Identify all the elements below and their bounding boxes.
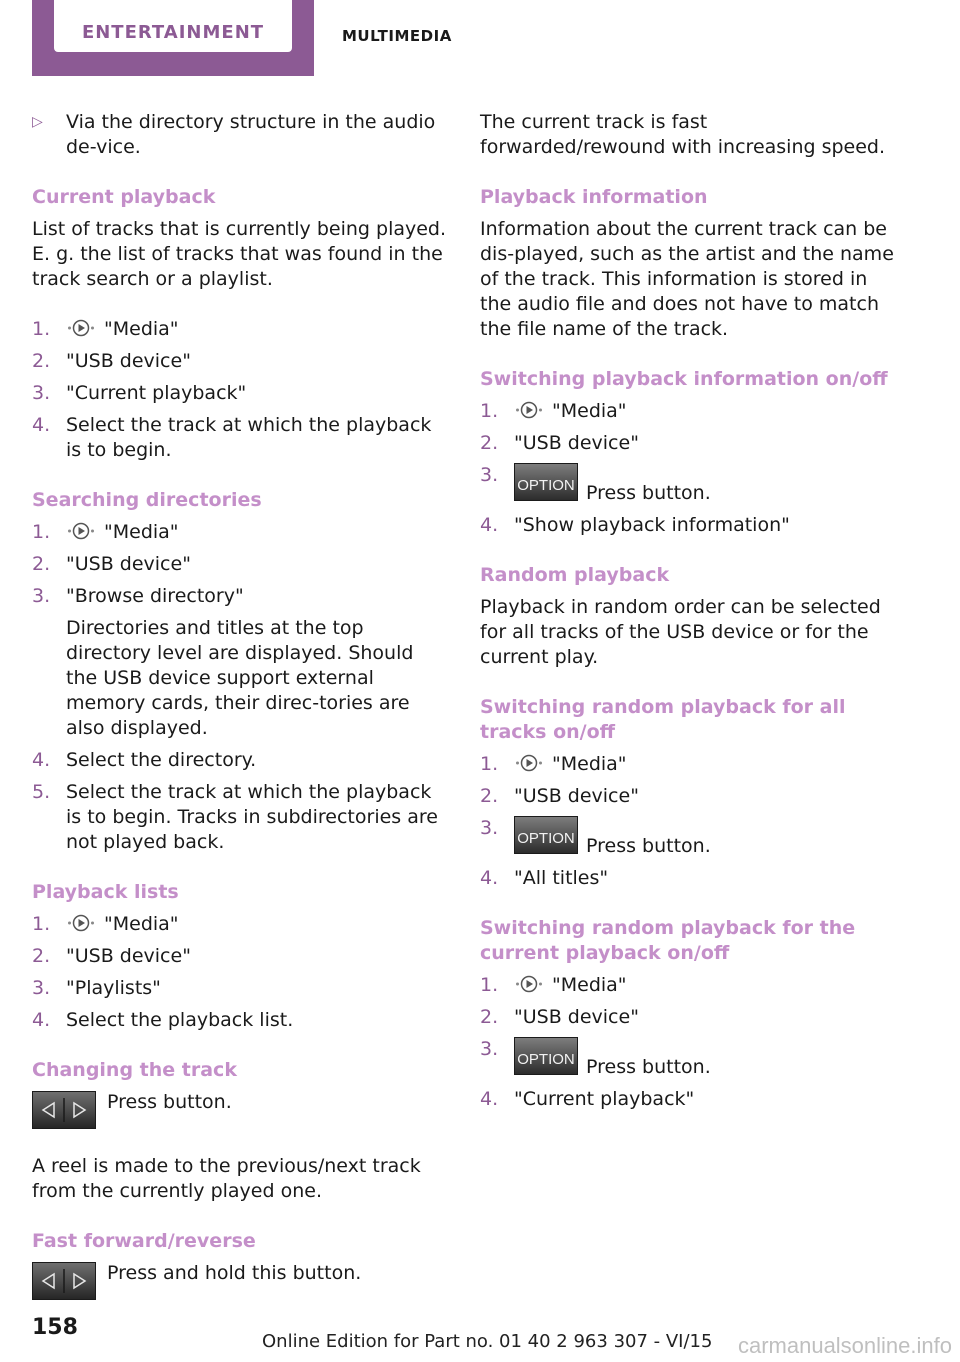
media-icon bbox=[66, 318, 96, 338]
paragraph: The current track is fast forwarded/rewound with increasing speed. bbox=[480, 111, 886, 158]
paragraph: List of tracks that is currently being played. E. g. the list of tracks that was found in the track search or a playlist. bbox=[32, 218, 447, 290]
media-icon bbox=[66, 913, 96, 933]
list-item: 2. "USB device" bbox=[480, 1006, 639, 1028]
steps-switching-playback-info bbox=[480, 399, 898, 538]
list-item: 3. "Current playback" bbox=[32, 382, 247, 404]
list-item: 4. "Current playback" bbox=[480, 1088, 695, 1110]
steps-random-current bbox=[480, 973, 898, 1112]
subsection-title: MULTIMEDIA bbox=[342, 27, 452, 45]
list-item: 3. OPTION Press button. bbox=[480, 817, 711, 857]
heading-switching-playback-info: Switching playback information on/off bbox=[480, 368, 888, 390]
right-column bbox=[480, 110, 898, 1137]
heading-changing-track: Changing the track bbox=[32, 1059, 237, 1081]
list-item: 3. OPTION Press button. bbox=[480, 1038, 711, 1078]
list-item: 2. "USB device" bbox=[32, 350, 191, 372]
list-item: 1. "Media" bbox=[480, 753, 627, 775]
paragraph: Playback in random order can be selected for all tracks of the USB device or for the current play. bbox=[480, 596, 881, 668]
bullet-item: ▷ Via the directory structure in the audio de‐vice. bbox=[32, 111, 436, 158]
heading-fast-forward: Fast forward/reverse bbox=[32, 1230, 256, 1252]
list-item: 4. "All titles" bbox=[480, 867, 609, 889]
heading-playback-lists: Playback lists bbox=[32, 881, 179, 903]
edition-footer: Online Edition for Part no. 01 40 2 963 307 - VI/15 bbox=[262, 1331, 713, 1352]
list-item: 1. "Media" bbox=[480, 400, 627, 422]
page-number: 158 bbox=[32, 1315, 78, 1340]
list-item: 4. "Show playback information" bbox=[480, 514, 790, 536]
list-item: 1. "Media" bbox=[32, 521, 179, 543]
section-title: ENTERTAINMENT bbox=[81, 22, 265, 43]
list-item: 2. "USB device" bbox=[480, 785, 639, 807]
steps-current-playback bbox=[32, 317, 450, 463]
list-item: 1. "Media" bbox=[480, 974, 627, 996]
steps-searching-directories bbox=[32, 520, 450, 855]
list-item: 3. "Playlists" bbox=[32, 977, 161, 999]
option-button-icon: OPTION bbox=[514, 816, 578, 854]
list-item: 2. "USB device" bbox=[32, 553, 191, 575]
heading-random-playback: Random playback bbox=[480, 564, 670, 586]
media-icon bbox=[514, 753, 544, 773]
heading-current-playback: Current playback bbox=[32, 186, 216, 208]
media-icon bbox=[66, 521, 96, 541]
media-icon bbox=[514, 974, 544, 994]
media-icon bbox=[514, 400, 544, 420]
paragraph: Information about the current track can be dis‐played, such as the artist and the name of the track. This information is stored in the audio file and does not have to match the file name of the track. bbox=[480, 218, 894, 340]
list-item: 4. Select the playback list. bbox=[32, 1009, 294, 1031]
list-item: 1. "Media" bbox=[32, 318, 179, 340]
list-item: 2. "USB device" bbox=[32, 945, 191, 967]
heading-random-all: Switching random playback for all tracks on/off bbox=[480, 696, 846, 743]
option-button-icon: OPTION bbox=[514, 463, 578, 501]
list-item: 5. Select the track at which the playback is to begin. Tracks in subdirectories are not played back. bbox=[32, 781, 438, 853]
triangle-bullet-icon: ▷ bbox=[32, 114, 43, 130]
prev-next-button-icon bbox=[32, 1091, 96, 1129]
watermark: carmanualsonline.info bbox=[737, 1333, 952, 1358]
button-instruction: Press button. bbox=[32, 1090, 450, 1129]
heading-playback-information: Playback information bbox=[480, 186, 708, 208]
list-item: 3. OPTION Press button. bbox=[480, 464, 711, 504]
prev-next-button-icon bbox=[32, 1262, 96, 1300]
step-note: Directories and titles at the top directory level are displayed. Should the USB device support external memory cards, their direc‐tories are also displayed. bbox=[66, 617, 414, 739]
left-column bbox=[32, 110, 450, 1325]
option-button-icon: OPTION bbox=[514, 1037, 578, 1075]
section-tab bbox=[32, 0, 314, 76]
list-item: 1. "Media" bbox=[32, 913, 179, 935]
heading-random-current: Switching random playback for the current playback on/off bbox=[480, 917, 856, 964]
button-instruction: Press and hold this button. bbox=[32, 1261, 450, 1300]
paragraph: A reel is made to the previous/next track from the currently played one. bbox=[32, 1155, 421, 1202]
list-item: 4. Select the track at which the playback is to begin. bbox=[32, 414, 432, 461]
steps-random-all bbox=[480, 752, 898, 891]
heading-searching-directories: Searching directories bbox=[32, 489, 262, 511]
steps-playback-lists bbox=[32, 912, 450, 1033]
list-item: 4. Select the directory. bbox=[32, 749, 257, 771]
list-item: 3. "Browse directory" Directories and titles at the top directory level are displayed. Should the USB device support external memory cards, their direc‐tories are also displayed. bbox=[32, 584, 450, 741]
list-item: 2. "USB device" bbox=[480, 432, 639, 454]
